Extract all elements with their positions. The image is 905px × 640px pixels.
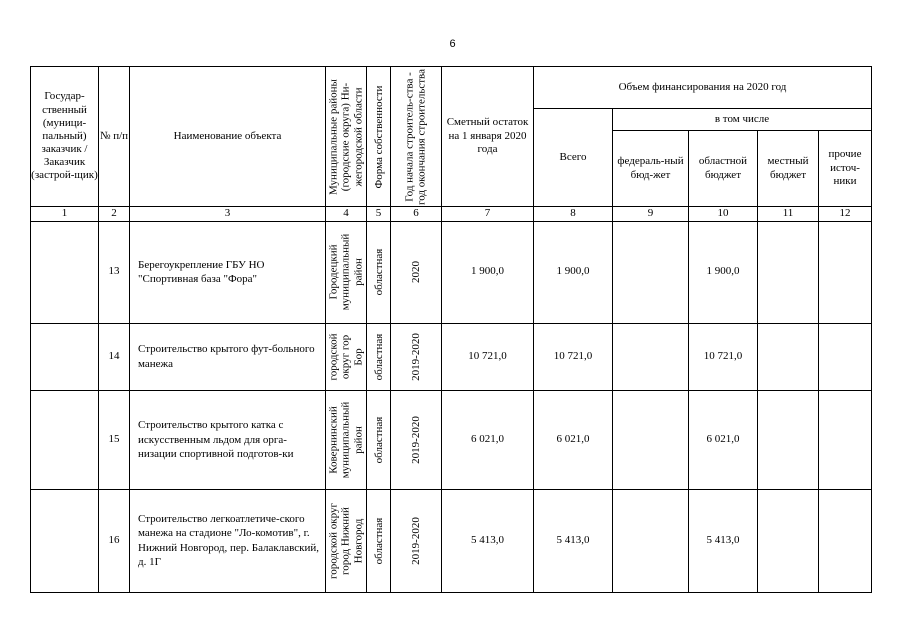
column-number: 5 <box>367 207 391 222</box>
header-ownership <box>367 67 391 207</box>
header-name: Наименование объекта <box>130 67 326 207</box>
cell-years <box>391 221 442 323</box>
cell-local <box>758 323 819 390</box>
cell-ownership <box>367 323 391 390</box>
cell-local <box>758 390 819 489</box>
cell-remainder: 10 721,0 <box>442 323 534 390</box>
cell-total: 5 413,0 <box>534 489 613 592</box>
table-row <box>31 489 872 592</box>
header-local: местный бюджет <box>758 131 819 207</box>
cell-num: 16 <box>99 489 130 592</box>
cell-federal <box>613 390 689 489</box>
cell-district <box>326 323 367 390</box>
column-number: 4 <box>326 207 367 222</box>
cell-ownership-text: областная <box>372 248 385 296</box>
header-total: Всего <box>534 109 613 207</box>
column-number: 8 <box>534 207 613 222</box>
table-row <box>31 323 872 390</box>
cell-ownership-text: областная <box>372 333 385 381</box>
cell-total: 10 721,0 <box>534 323 613 390</box>
cell-years-text: 2019-2020 <box>409 332 422 381</box>
cell-other <box>819 489 872 592</box>
column-number: 2 <box>99 207 130 222</box>
cell-years <box>391 323 442 390</box>
cell-district <box>326 489 367 592</box>
cell-regional: 6 021,0 <box>689 390 758 489</box>
header-federal: федераль-ный бюд-жет <box>613 131 689 207</box>
header-row-1 <box>31 67 872 109</box>
cell-other <box>819 323 872 390</box>
cell-regional: 1 900,0 <box>689 221 758 323</box>
cell-other <box>819 390 872 489</box>
cell-num: 14 <box>99 323 130 390</box>
column-number-row <box>31 207 872 222</box>
page-number: 6 <box>449 38 456 50</box>
cell-regional: 5 413,0 <box>689 489 758 592</box>
cell-num: 15 <box>99 390 130 489</box>
cell-total: 6 021,0 <box>534 390 613 489</box>
cell-customer <box>31 390 99 489</box>
cell-customer <box>31 489 99 592</box>
column-number: 1 <box>31 207 99 222</box>
cell-years-text: 2020 <box>409 261 422 284</box>
cell-object-name: Берегоукрепление ГБУ НО "Спортивная база "Фора" <box>130 221 326 323</box>
cell-regional: 10 721,0 <box>689 323 758 390</box>
cell-customer <box>31 221 99 323</box>
header-years <box>391 67 442 207</box>
header-funding: Объем финансирования на 2020 год <box>534 67 872 109</box>
cell-num: 13 <box>99 221 130 323</box>
cell-local <box>758 221 819 323</box>
header-ownership-text: Форма собственности <box>372 85 385 188</box>
header-including: в том числе <box>613 109 872 131</box>
cell-customer <box>31 323 99 390</box>
cell-ownership <box>367 221 391 323</box>
column-number: 3 <box>130 207 326 222</box>
header-district-text: Муниципальные районы (городские округа) Ни-жегородской области <box>327 78 365 195</box>
cell-years <box>391 489 442 592</box>
cell-years-text: 2019-2020 <box>409 516 422 565</box>
header-customer: Государ-ственный (муници-пальный) заказчик / Заказчик (застрой-щик) <box>31 67 99 207</box>
cell-ownership-text: областная <box>372 416 385 464</box>
cell-remainder: 5 413,0 <box>442 489 534 592</box>
financing-table <box>30 66 872 593</box>
cell-federal <box>613 489 689 592</box>
cell-total: 1 900,0 <box>534 221 613 323</box>
cell-remainder: 6 021,0 <box>442 390 534 489</box>
column-number: 7 <box>442 207 534 222</box>
cell-district <box>326 221 367 323</box>
header-other: прочие источ-ники <box>819 131 872 207</box>
cell-object-name: Строительство легкоатлетиче-ского манежа на стадионе "Ло-комотив", г. Нижний Новгород, пер. Балаклавский, д. 1Г <box>130 489 326 592</box>
cell-district-text: городской округ гор Бор <box>327 333 365 381</box>
table-row <box>31 390 872 489</box>
cell-object-name: Строительство крытого фут-больного манежа <box>130 323 326 390</box>
header-regional: областной бюджет <box>689 131 758 207</box>
column-number: 9 <box>613 207 689 222</box>
cell-federal <box>613 221 689 323</box>
cell-district-text: Ковернинский муниципальный район <box>327 401 365 479</box>
column-number: 10 <box>689 207 758 222</box>
cell-years <box>391 390 442 489</box>
cell-district <box>326 390 367 489</box>
column-number: 11 <box>758 207 819 222</box>
cell-local <box>758 489 819 592</box>
cell-years-text: 2019-2020 <box>409 415 422 464</box>
column-number: 6 <box>391 207 442 222</box>
header-num: № п/п <box>99 67 130 207</box>
cell-district-text: городской округ город Нижний Новгород <box>327 502 365 579</box>
cell-other <box>819 221 872 323</box>
cell-ownership <box>367 390 391 489</box>
header-district <box>326 67 367 207</box>
cell-federal <box>613 323 689 390</box>
column-number: 12 <box>819 207 872 222</box>
cell-remainder: 1 900,0 <box>442 221 534 323</box>
header-years-text: Год начала строитель-ства - год окончания строительства <box>403 68 428 205</box>
cell-district-text: Городецкий муниципальный район <box>327 233 365 311</box>
table-row <box>31 221 872 323</box>
cell-object-name: Строительство крытого катка с искусственным льдом для орга-низации спортивной подготов-ки <box>130 390 326 489</box>
cell-ownership <box>367 489 391 592</box>
header-remainder: Сметный остаток на 1 января 2020 года <box>442 67 534 207</box>
cell-ownership-text: областная <box>372 517 385 565</box>
